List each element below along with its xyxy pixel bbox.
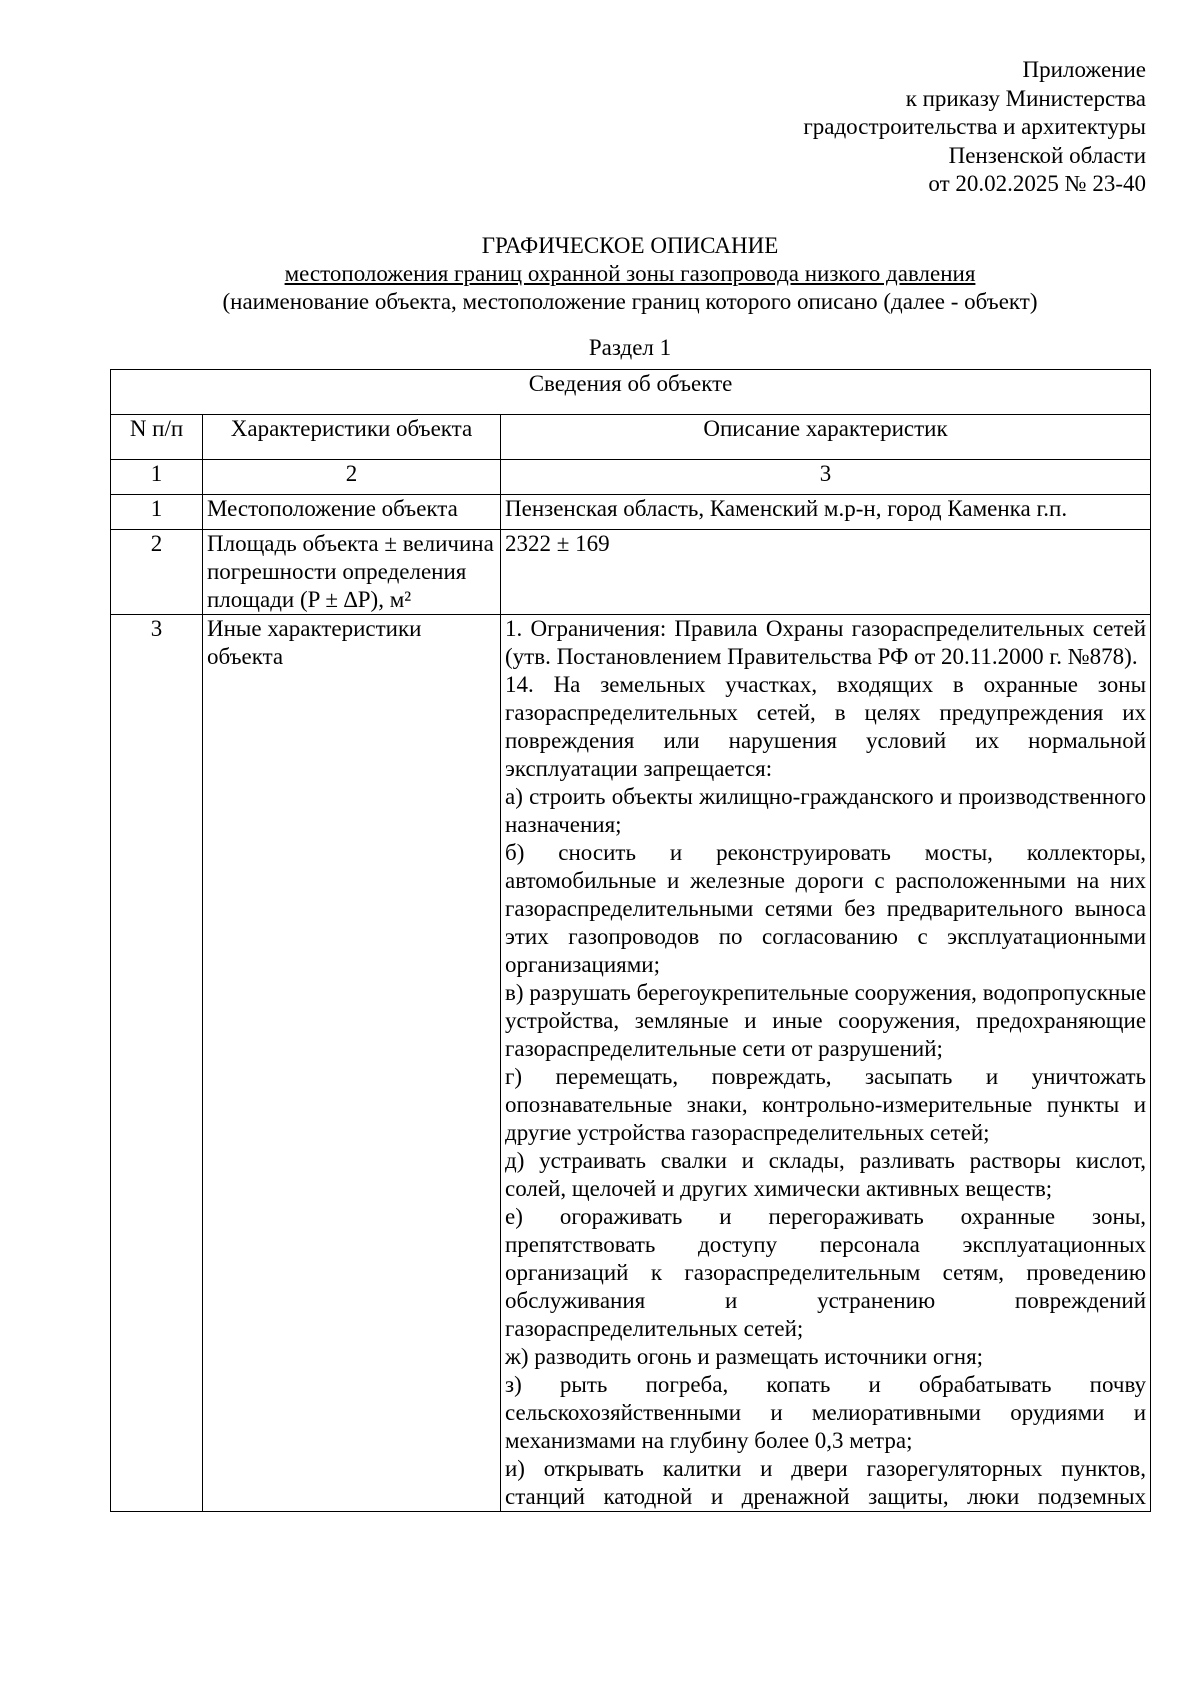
table-caption-row — [111, 370, 1151, 415]
row-characteristic: Площадь объекта ± величина погрешности определения площади (P ± ∆P), м² — [203, 530, 501, 615]
table-caption: Сведения об объекте — [111, 370, 1151, 415]
restriction-paragraph: г) перемещать, повреждать, засыпать и уничтожать опознавательные знаки, контрольно-измерительные пункты и другие устройства газораспределительных сетей; — [505, 1064, 1147, 1145]
row-description: Пензенская область, Каменский м.р-н, город Каменка г.п. — [501, 495, 1151, 530]
restriction-paragraph: а) строить объекты жилищно-гражданского и производственного назначения; — [505, 784, 1147, 837]
appendix-block — [586, 56, 1146, 199]
object-info-table — [110, 369, 1151, 1512]
document-title: ГРАФИЧЕСКОЕ ОПИСАНИЕ — [481, 233, 779, 258]
table-row — [111, 530, 1151, 615]
table-row — [111, 495, 1151, 530]
restriction-paragraph: е) огораживать и перегораживать охранные зоны, препятствовать доступу персонала эксплуатационных организаций к газораспределительным сетям, проведению обслуживания и устранению повреждений газораспределительных сетей; — [505, 1204, 1147, 1341]
restriction-paragraph: в) разрушать берегоукрепительные сооружения, водопропускные устройства, земляные и иные сооружения, предохраняющие газораспределительные сети от разрушений; — [505, 980, 1147, 1061]
appendix-line: Пензенской области — [948, 142, 1146, 168]
appendix-line: Приложение — [1022, 57, 1146, 82]
row-number: 3 — [111, 615, 203, 1512]
table-row — [111, 615, 1151, 1512]
column-number: 3 — [501, 460, 1151, 495]
restriction-paragraph: 1. Ограничения: Правила Охраны газораспределительных сетей (утв. Постановлением Правительства РФ от 20.11.2000 г. №878). — [505, 616, 1147, 669]
document-caption: (наименование объекта, местоположение границ которого описано (далее - объект) — [222, 289, 1038, 314]
column-number: 2 — [203, 460, 501, 495]
section-label: Раздел 1 — [588, 335, 672, 360]
restriction-paragraph: и) открывать калитки и двери газорегуляторных пунктов, станций катодной и дренажной защиты, люки подземных — [505, 1456, 1147, 1509]
row-description: 2322 ± 169 — [501, 530, 1151, 615]
restriction-paragraph: 14. На земельных участках, входящих в охранные зоны газораспределительных сетей, в целях предупреждения их повреждения или нарушения условий их нормальной эксплуатации запрещается: — [505, 672, 1147, 781]
appendix-line: к приказу Министерства — [905, 85, 1146, 111]
column-header: Описание характеристик — [501, 415, 1151, 460]
column-number: 1 — [111, 460, 203, 495]
appendix-line: градостроительства и архитектуры — [803, 114, 1146, 139]
column-number-row — [111, 460, 1151, 495]
document-title-block — [0, 232, 1200, 316]
restriction-paragraph: б) сносить и реконструировать мосты, коллекторы, автомобильные и железные дороги с расположенными на них газораспределительными сетями без предварительного выноса этих газопроводов по согласованию с эксплуатационными организациями; — [505, 840, 1147, 977]
column-header: N п/п — [111, 415, 203, 460]
row-number: 2 — [111, 530, 203, 615]
document-subtitle: местоположения границ охранной зоны газопровода низкого давления — [284, 261, 976, 286]
row-characteristic: Иные характеристики объекта — [203, 615, 501, 1512]
appendix-line: от 20.02.2025 № 23-40 — [928, 171, 1146, 196]
table-header-row — [111, 415, 1151, 460]
column-header: Характеристики объекта — [203, 415, 501, 460]
row-description-paragraphs — [501, 615, 1151, 1512]
restriction-paragraph: ж) разводить огонь и размещать источники огня; — [505, 1344, 984, 1369]
restriction-paragraph: д) устраивать свалки и склады, разливать растворы кислот, солей, щелочей и других химически активных веществ; — [505, 1148, 1147, 1201]
restriction-paragraph: з) рыть погреба, копать и обрабатывать почву сельскохозяйственными и мелиоративными орудиями и механизмами на глубину более 0,3 метра; — [505, 1372, 1147, 1453]
row-number: 1 — [111, 495, 203, 530]
row-characteristic: Местоположение объекта — [203, 495, 501, 530]
